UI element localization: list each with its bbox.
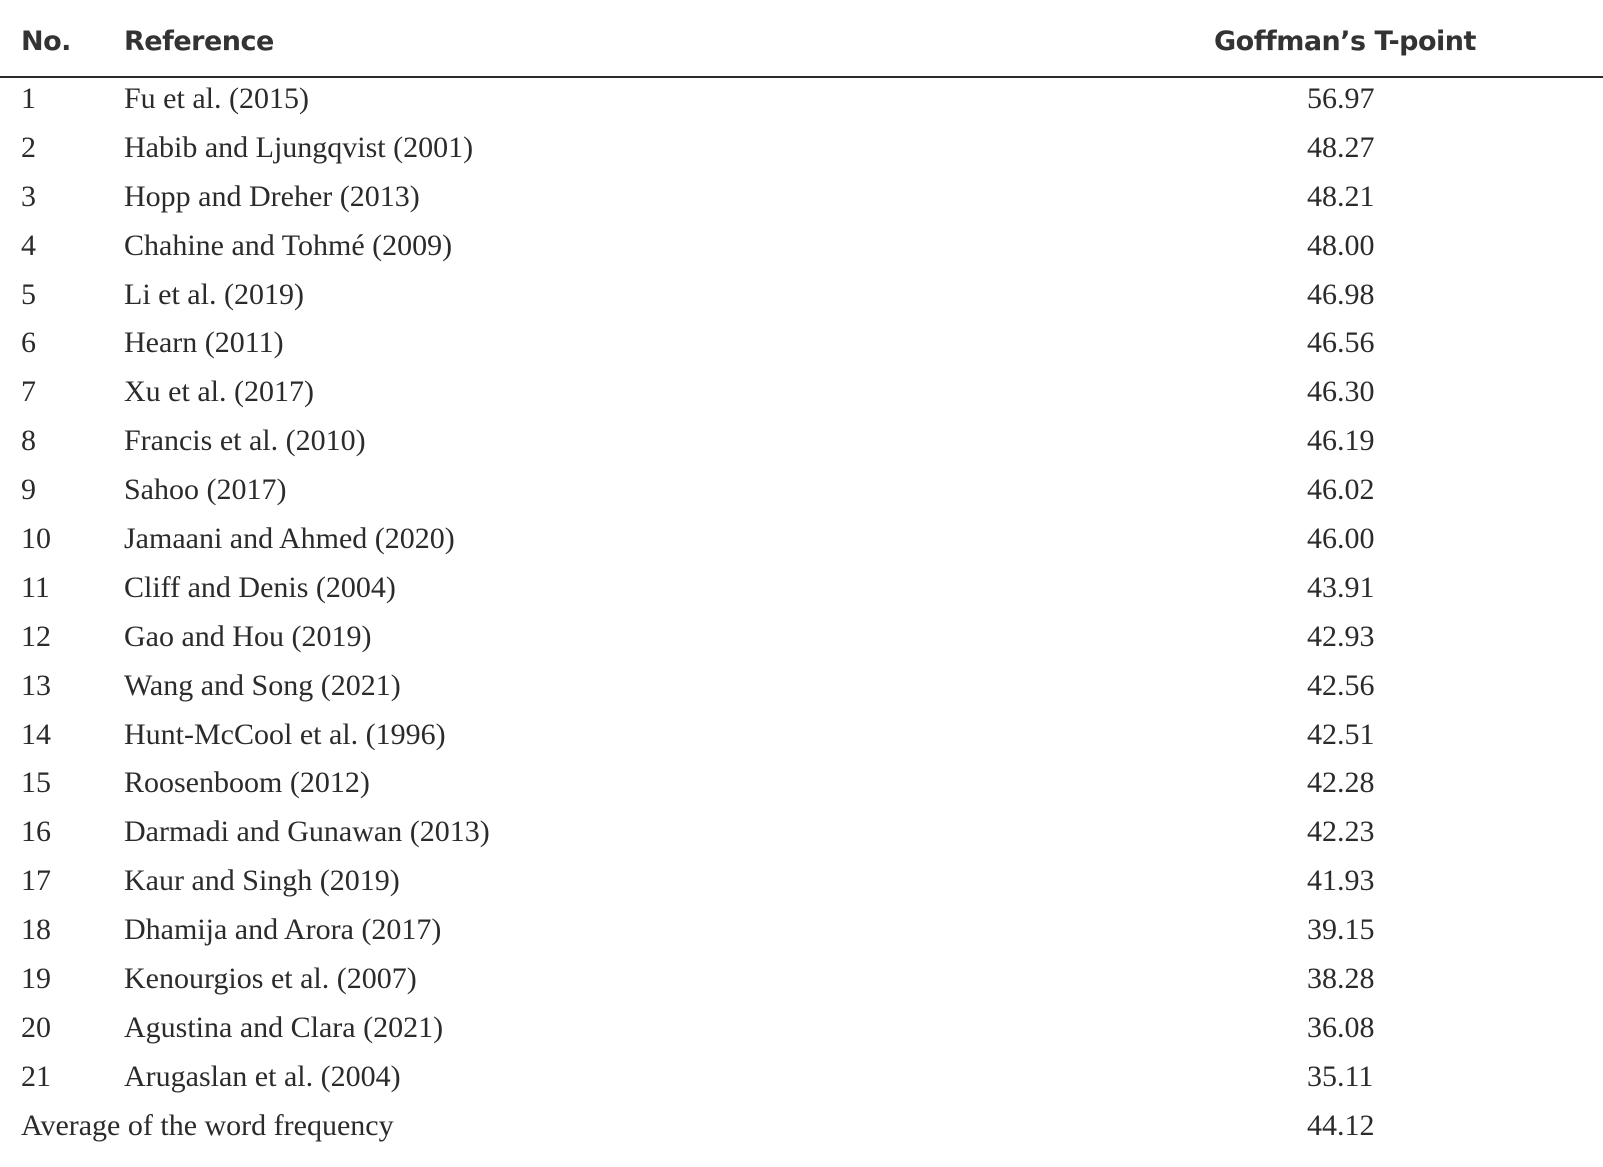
row-number: 10 — [21, 522, 51, 556]
table-row — [0, 418, 1603, 467]
row-reference: Habib and Ljungqvist (2001) — [124, 130, 474, 164]
row-reference: Francis et al. (2010) — [124, 424, 366, 458]
table-row — [0, 614, 1603, 663]
row-reference: Agustina and Clara (2021) — [124, 1010, 444, 1044]
row-t-point: 35.11 — [1307, 1059, 1374, 1093]
row-number: 18 — [21, 913, 51, 947]
row-number: 21 — [21, 1059, 51, 1093]
row-t-point: 42.23 — [1307, 815, 1375, 849]
row-t-point: 42.93 — [1307, 619, 1375, 653]
table-row — [0, 760, 1603, 809]
row-reference: Arugaslan et al. (2004) — [124, 1059, 401, 1093]
table-row — [0, 223, 1603, 272]
table-row — [0, 907, 1603, 956]
average-row — [0, 1103, 1603, 1152]
row-t-point: 46.02 — [1307, 473, 1375, 507]
row-number: 19 — [21, 962, 51, 996]
row-number: 6 — [21, 326, 36, 360]
row-reference: Jamaani and Ahmed (2020) — [124, 522, 455, 556]
row-number: 7 — [21, 375, 36, 409]
row-t-point: 36.08 — [1307, 1010, 1375, 1044]
row-t-point: 39.15 — [1307, 913, 1375, 947]
table-row — [0, 1054, 1603, 1103]
row-reference: Kenourgios et al. (2007) — [124, 962, 417, 996]
table-row — [0, 76, 1603, 125]
row-reference: Sahoo (2017) — [124, 473, 287, 507]
row-number: 9 — [21, 473, 36, 507]
table-row — [0, 956, 1603, 1005]
row-t-point: 56.97 — [1307, 82, 1375, 115]
row-reference: Roosenboom (2012) — [124, 766, 370, 800]
row-reference: Dhamija and Arora (2017) — [124, 913, 442, 947]
row-t-point: 46.30 — [1307, 375, 1375, 409]
header-t-point: Goffman’s T-point — [1214, 26, 1476, 57]
row-reference: Gao and Hou (2019) — [124, 619, 372, 653]
row-reference: Cliff and Denis (2004) — [124, 570, 396, 604]
row-reference: Kaur and Singh (2019) — [124, 864, 400, 898]
row-number: 15 — [21, 766, 51, 800]
row-number: 12 — [21, 619, 51, 653]
row-t-point: 46.98 — [1307, 277, 1375, 311]
table-row — [0, 125, 1603, 174]
row-t-point: 46.56 — [1307, 326, 1375, 360]
table-row — [0, 712, 1603, 761]
row-number: 16 — [21, 815, 51, 849]
row-t-point: 48.27 — [1307, 130, 1375, 164]
row-number: 14 — [21, 717, 51, 751]
row-t-point: 48.21 — [1307, 179, 1375, 213]
row-t-point: 46.00 — [1307, 522, 1375, 556]
row-reference: Xu et al. (2017) — [124, 375, 314, 409]
table-body — [0, 68, 1603, 1152]
row-t-point: 43.91 — [1307, 570, 1375, 604]
row-number: 20 — [21, 1010, 51, 1044]
row-t-point: 41.93 — [1307, 864, 1375, 898]
row-number: 3 — [21, 179, 36, 213]
row-number: 2 — [21, 130, 36, 164]
table-row — [0, 1005, 1603, 1054]
table-row — [0, 565, 1603, 614]
row-number: 17 — [21, 864, 51, 898]
row-reference: Li et al. (2019) — [124, 277, 304, 311]
table-row — [0, 174, 1603, 223]
row-reference: Hunt-McCool et al. (1996) — [124, 717, 446, 751]
header-reference: Reference — [124, 26, 274, 57]
row-reference: Chahine and Tohmé (2009) — [124, 228, 453, 262]
table-row — [0, 467, 1603, 516]
table-row — [0, 320, 1603, 369]
row-t-point: 38.28 — [1307, 962, 1375, 996]
row-reference: Hearn (2011) — [124, 326, 284, 360]
row-t-point: 42.51 — [1307, 717, 1375, 751]
row-t-point: 46.19 — [1307, 424, 1375, 458]
row-number: 13 — [21, 668, 51, 702]
table-row — [0, 516, 1603, 565]
header-no: No. — [21, 26, 71, 57]
table-row — [0, 858, 1603, 907]
table-row — [0, 809, 1603, 858]
table-row — [0, 663, 1603, 712]
row-reference: Hopp and Dreher (2013) — [124, 179, 420, 213]
row-reference: Wang and Song (2021) — [124, 668, 401, 702]
row-number: 4 — [21, 228, 36, 262]
row-reference: Fu et al. (2015) — [124, 82, 309, 115]
row-t-point: 42.56 — [1307, 668, 1375, 702]
table-row — [0, 272, 1603, 321]
average-t-point: 44.12 — [1307, 1108, 1375, 1142]
table-row — [0, 369, 1603, 418]
table-header — [0, 0, 1603, 78]
row-number: 11 — [21, 570, 50, 604]
row-number: 8 — [21, 424, 36, 458]
row-t-point: 42.28 — [1307, 766, 1375, 800]
row-t-point: 48.00 — [1307, 228, 1375, 262]
row-number: 5 — [21, 277, 36, 311]
average-label: Average of the word frequency — [21, 1108, 394, 1142]
row-reference: Darmadi and Gunawan (2013) — [124, 815, 490, 849]
row-number: 1 — [21, 82, 36, 115]
